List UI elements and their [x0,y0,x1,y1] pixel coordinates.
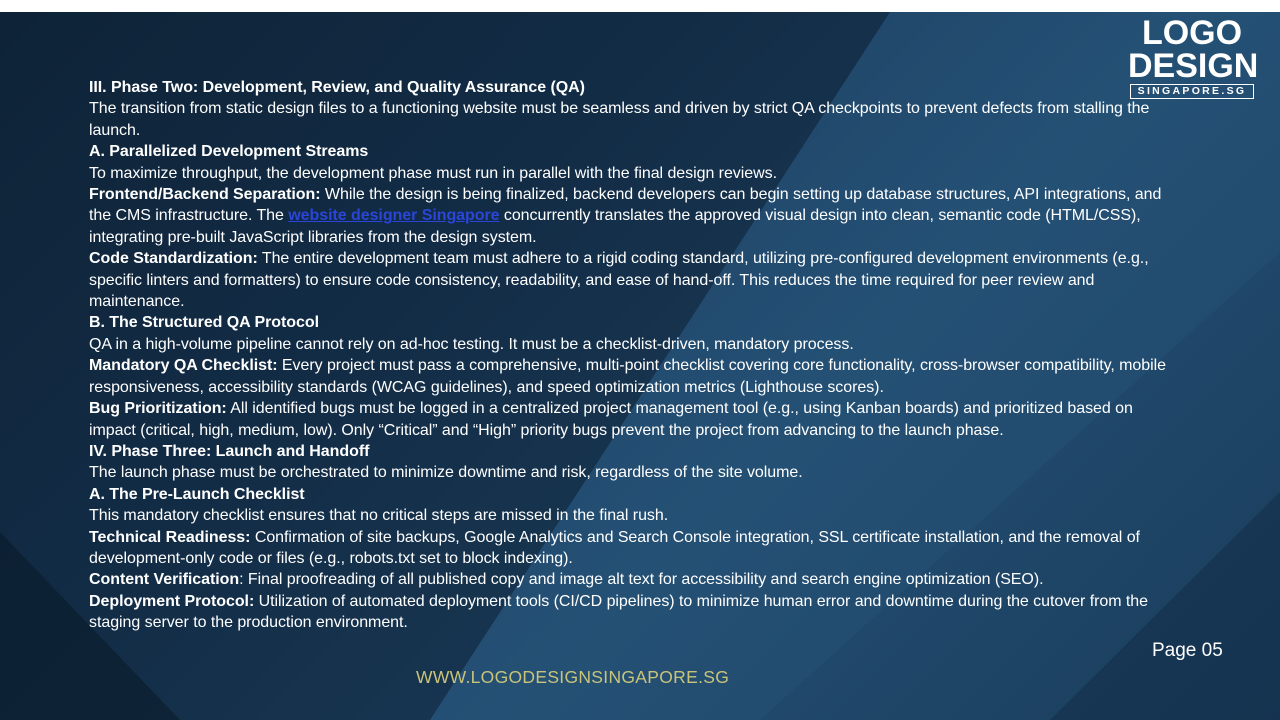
heading-phase-three: IV. Phase Three: Launch and Handoff [89,442,370,460]
item-mandatory-qa: Mandatory QA Checklist: Every project must pass a comprehensive, multi-point checklist covering core functionality, cross-browser compatibility, mobile responsiveness, accessibility standards (WCAG guidelines), and speed optimization metrics (Lighthouse scores). [89,357,1166,396]
heading-phase-two: III. Phase Two: Development, Review, and Quality Assurance (QA) [89,79,585,96]
logo-line-singapore: SINGAPORE.SG [1130,84,1254,99]
paragraph-phase-two: The transition from static design files to a functioning website must be seamless and driven by strict QA checkpoints to prevent defects from stalling the launch. [89,100,1150,139]
item-label: Mandatory QA Checklist: [89,357,278,375]
logo-line-logo: LOGO [1141,14,1243,52]
item-code-standardization: Code Standardization: The entire development team must adhere to a rigid coding standard, utilizing pre-configured development environments (e.g., specific linters and formatters) to ensure code consistency, readability, and ease of hand-off. This reduces the time required for peer review and maintenance. [89,250,1149,311]
item-label: Code Standardization: [89,250,258,268]
item-label: Content Verification [89,571,240,589]
item-technical-readiness: Technical Readiness: Confirmation of site backups, Google Analytics and Search Console integration, SSL certificate installation, and the removal of development-only code or files (e.g., robots.txt set to block indexing). [89,528,1140,567]
item-label: Deployment Protocol: [89,592,255,610]
website-designer-link[interactable]: website designer Singapore [288,207,500,225]
paragraph-parallelized-development: To maximize throughput, the development phase must run in parallel with the final design reviews. [89,164,777,182]
item-content-verification: Content Verification: Final proofreading of all published copy and image alt text for accessibility and search engine optimization (SEO). [89,571,1044,589]
paragraph-pre-launch: This mandatory checklist ensures that no critical steps are missed in the final rush. [89,507,669,525]
item-frontend-backend: Frontend/Backend Separation: While the design is being finalized, backend developers can begin setting up database structures, API integrations, and the CMS infrastructure. The website designer Singapore concurrently translates the approved visual design into clean, semantic code (HTML/CSS), integrating pre-built JavaScript libraries from the design system. [89,186,1162,246]
heading-parallelized-development: A. Parallelized Development Streams [89,143,369,161]
footer-url: WWW.LOGODESIGNSINGAPORE.SG [416,667,730,687]
logo-line-design: DESIGN [1128,47,1259,85]
slide-background [0,12,1280,720]
paragraph-phase-three: The launch phase must be orchestrated to minimize downtime and risk, regardless of the site volume. [89,464,803,482]
paragraph-structured-qa: QA in a high-volume pipeline cannot rely on ad-hoc testing. It must be a checklist-driven, mandatory process. [89,335,854,353]
item-label: Bug Prioritization: [89,400,227,418]
page-number: Page 05 [1152,640,1223,661]
item-label: Frontend/Backend Separation: [89,186,321,204]
item-bug-prioritization: Bug Prioritization: All identified bugs must be logged in a centralized project management tool (e.g., using Kanban boards) and prioritized based on impact (critical, high, medium, low). Only “Critical” and “High” priority bugs prevent the project from advancing to the launch phase. [89,400,1133,439]
heading-structured-qa: B. The Structured QA Protocol [89,314,319,332]
heading-pre-launch: A. The Pre-Launch Checklist [89,485,305,503]
item-label: Technical Readiness: [89,528,251,546]
document-body [89,77,1169,634]
item-deployment-protocol: Deployment Protocol: Utilization of automated deployment tools (CI/CD pipelines) to minimize human error and downtime during the cutover from the staging server to the production environment. [89,592,1148,632]
